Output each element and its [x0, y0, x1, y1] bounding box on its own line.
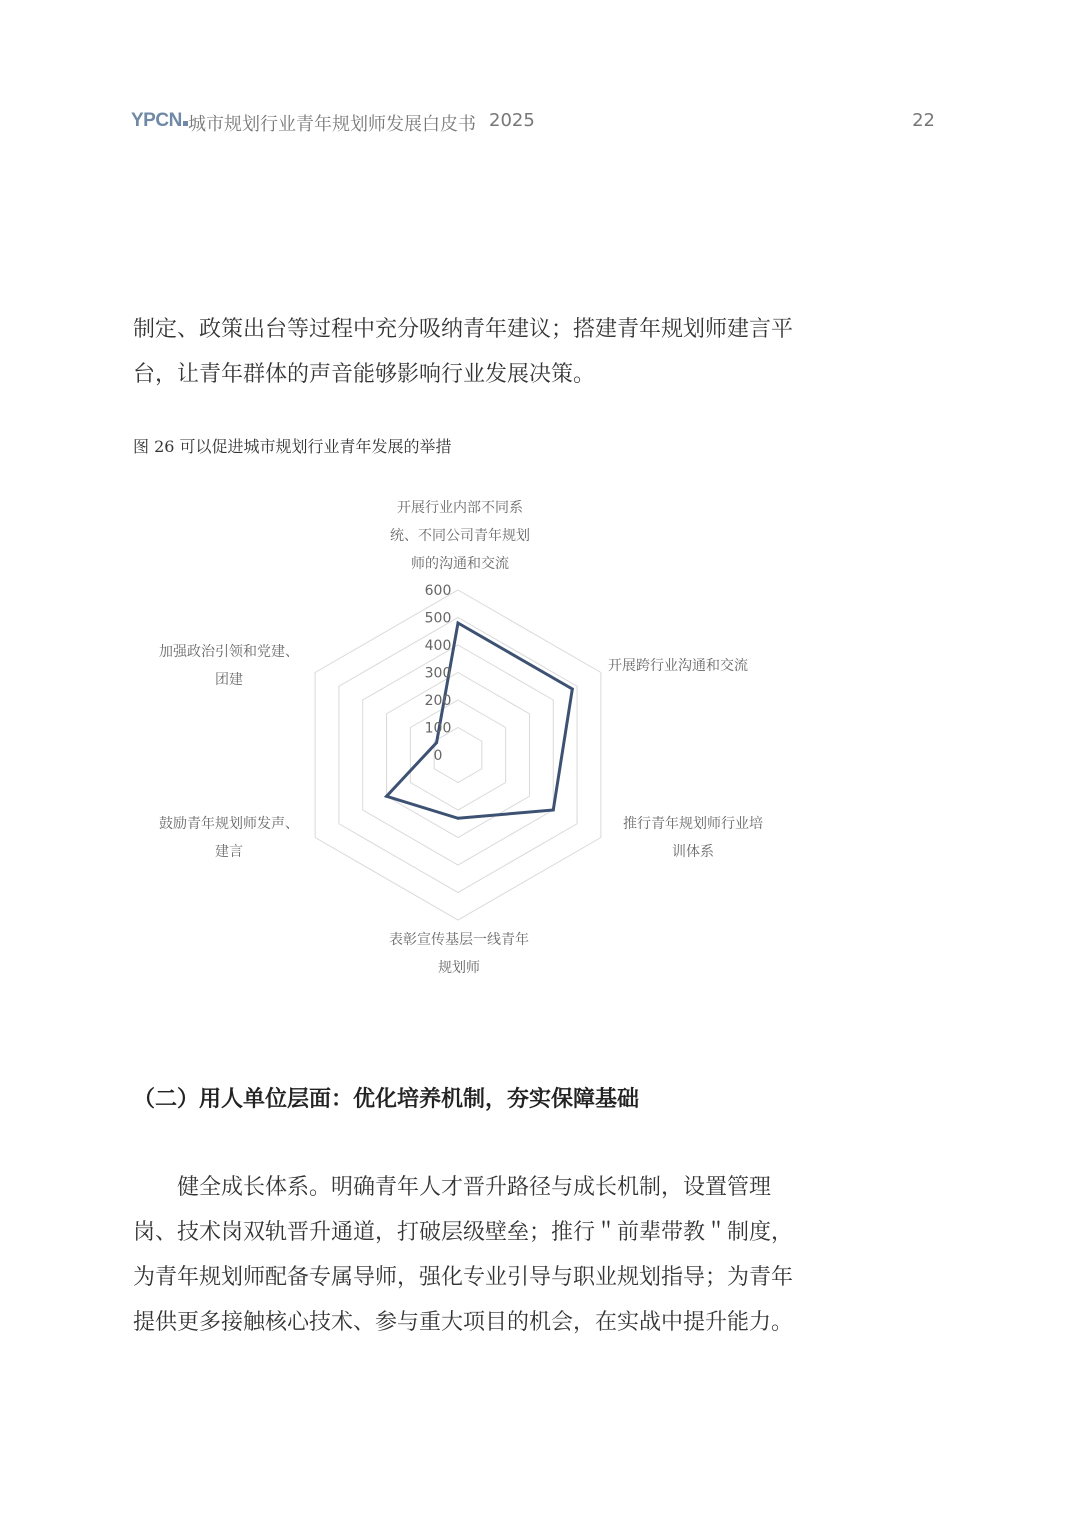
data-point	[457, 622, 460, 625]
data-point	[385, 795, 388, 798]
category-label-line: 开展行业内部不同系	[397, 500, 523, 516]
category-label-line: 训体系	[672, 844, 714, 860]
tick-label: 500	[424, 610, 452, 627]
category-label-line: 规划师	[438, 960, 480, 976]
category-label-4	[144, 810, 314, 866]
category-label-line: 鼓励青年规划师发声、	[159, 816, 299, 832]
category-label-line: 表彰宣传基层一线青年	[389, 932, 529, 948]
document-title: 城市规划行业青年规划师发展白皮书	[188, 114, 476, 135]
data-point	[435, 741, 438, 744]
tick-label: 600	[424, 583, 452, 599]
tick-label: 0	[433, 748, 443, 764]
figure-caption: 图 26 可以促进城市规划行业青年发展的举措	[133, 437, 452, 456]
tick-label: 100	[424, 720, 452, 737]
category-label-5	[144, 638, 314, 694]
intro-paragraph: 制定、政策出台等过程中充分吸纳青年建议；搭建青年规划师建言平台，让青年群体的声音能够影响行业发展决策。	[133, 317, 794, 387]
category-label-line: 统、不同公司青年规划	[390, 528, 530, 544]
grid-ring	[315, 590, 601, 920]
page-number: 22	[912, 110, 935, 131]
tick-label: 400	[424, 638, 452, 654]
tick-label: 300	[424, 665, 452, 682]
data-point	[552, 809, 555, 812]
category-label-3	[369, 926, 549, 982]
category-label-line: 推行青年规划师行业培	[623, 816, 763, 832]
data-point	[571, 688, 574, 691]
grid-ring	[363, 645, 554, 865]
ypcn-logo: YPCN	[131, 110, 188, 132]
category-label-line: 师的沟通和交流	[411, 556, 509, 572]
body-paragraph: 健全成长体系。明确青年人才晋升路径与成长机制，设置管理岗、技术岗双轨晋升通道，打破层级壁垒；推行＂前辈带教＂制度，为青年规划师配备专属导师，强化专业引导与职业规划指导；为青年提供更多接触核心技术、参与重大项目的机会，在实战中提升能力。	[133, 1175, 794, 1335]
data-point	[457, 817, 460, 820]
radar-chart	[130, 490, 810, 990]
category-label-line: 建言	[215, 844, 243, 860]
category-label-2	[608, 810, 778, 866]
document-year: 2025	[489, 110, 535, 131]
tick-label: 200	[424, 693, 452, 709]
page-header	[131, 108, 935, 138]
category-label-1	[608, 652, 808, 680]
category-label-line: 开展跨行业沟通和交流	[608, 658, 748, 674]
category-label-line: 加强政治引领和党建、	[159, 644, 299, 660]
category-label-0	[370, 494, 550, 578]
grid-ring	[339, 618, 577, 893]
section-heading: （二）用人单位层面：优化培养机制，夯实保障基础	[133, 1087, 640, 1112]
category-label-line: 团建	[215, 672, 243, 688]
series-line	[387, 623, 573, 818]
